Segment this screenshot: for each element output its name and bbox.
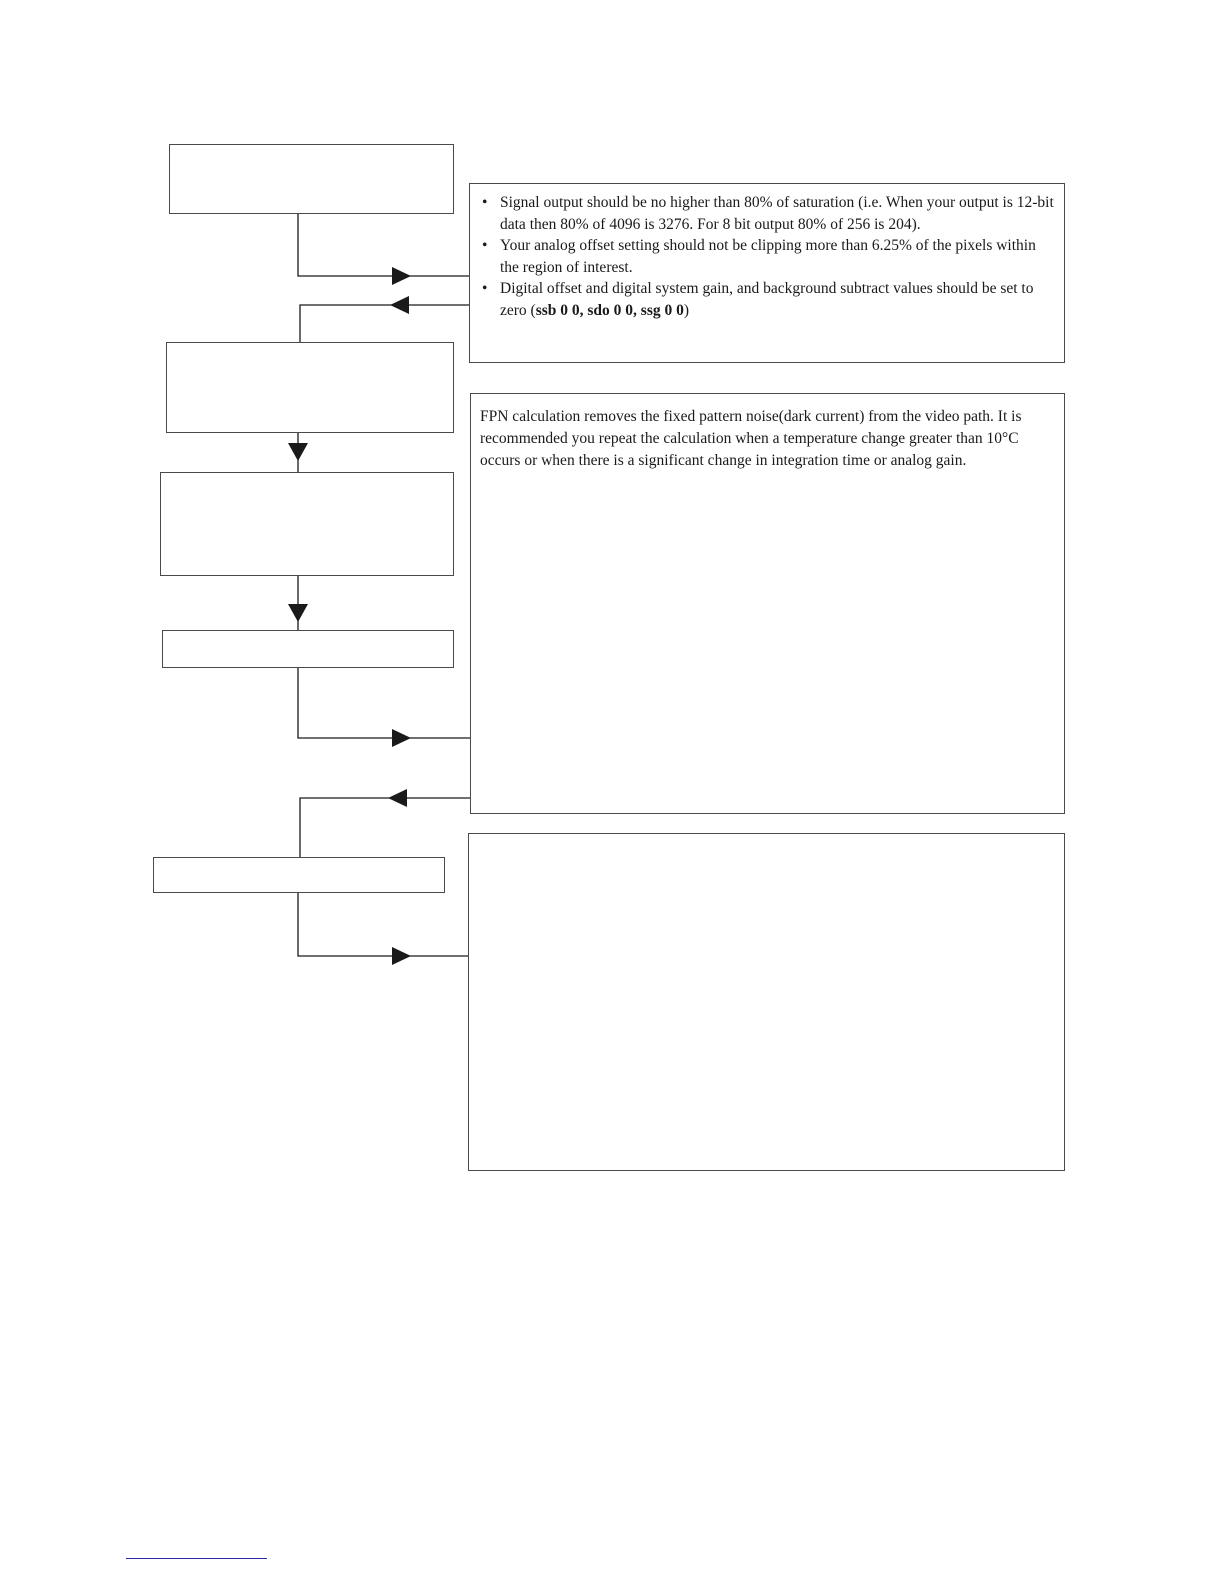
connector-signal-note-to-step2 <box>300 305 470 342</box>
arrowhead-left <box>390 296 409 314</box>
arrowhead-right <box>392 947 411 965</box>
fpn-calculation-note <box>470 393 1065 814</box>
signal-settings-bullet-1: • Signal output should be no higher than 80% of saturation (i.e. When your output is 12-bit data then 80% of 4096 is 3276. For 8 bit output 80% of 256 is 204). <box>482 194 1054 233</box>
flow-step-2-box <box>166 342 454 433</box>
flow-step-1-box <box>169 144 454 214</box>
connector-fpn-note-to-step5 <box>300 798 470 857</box>
arrowhead-right <box>392 267 411 285</box>
bullet-icon: • <box>482 194 488 211</box>
signal-settings-note <box>469 183 1065 363</box>
connector-step1-to-signal-note <box>298 214 470 276</box>
fpn-calculation-text: FPN calculation removes the fixed pattern noise(dark current) from the video path. It is recommended you repeat the calculation when a temperature change greater than 10°C occurs or when there is a significant change in integration time or analog gain. <box>480 408 1022 469</box>
command-values: ssb 0 0, sdo 0 0, ssg 0 0 <box>535 301 684 319</box>
signal-settings-bullet-2: • Your analog offset setting should not be clipping more than 6.25% of the pixels within the region of interest. <box>482 237 1036 276</box>
arrowhead-left <box>388 789 407 807</box>
footnote-separator <box>126 1558 267 1559</box>
arrowhead-down <box>288 443 308 461</box>
bullet-icon: • <box>482 237 488 255</box>
bottom-note-box <box>468 833 1065 1171</box>
signal-settings-bullet-3: • Digital offset and digital system gain, and background subtract values should be set to zero (ssb 0 0, sdo 0 0, ssg 0 0) <box>482 280 1034 319</box>
connector-step5-to-bottom-note <box>298 893 470 956</box>
bullet-icon: • <box>482 280 488 298</box>
flow-step-3-box <box>160 472 454 576</box>
arrowhead-down <box>288 604 308 622</box>
arrowhead-right <box>392 729 411 747</box>
signal-settings-list <box>478 192 1056 322</box>
connector-step4-to-fpn-note <box>298 667 470 738</box>
flow-step-4-box <box>162 630 454 668</box>
flow-step-5-box <box>153 857 445 893</box>
